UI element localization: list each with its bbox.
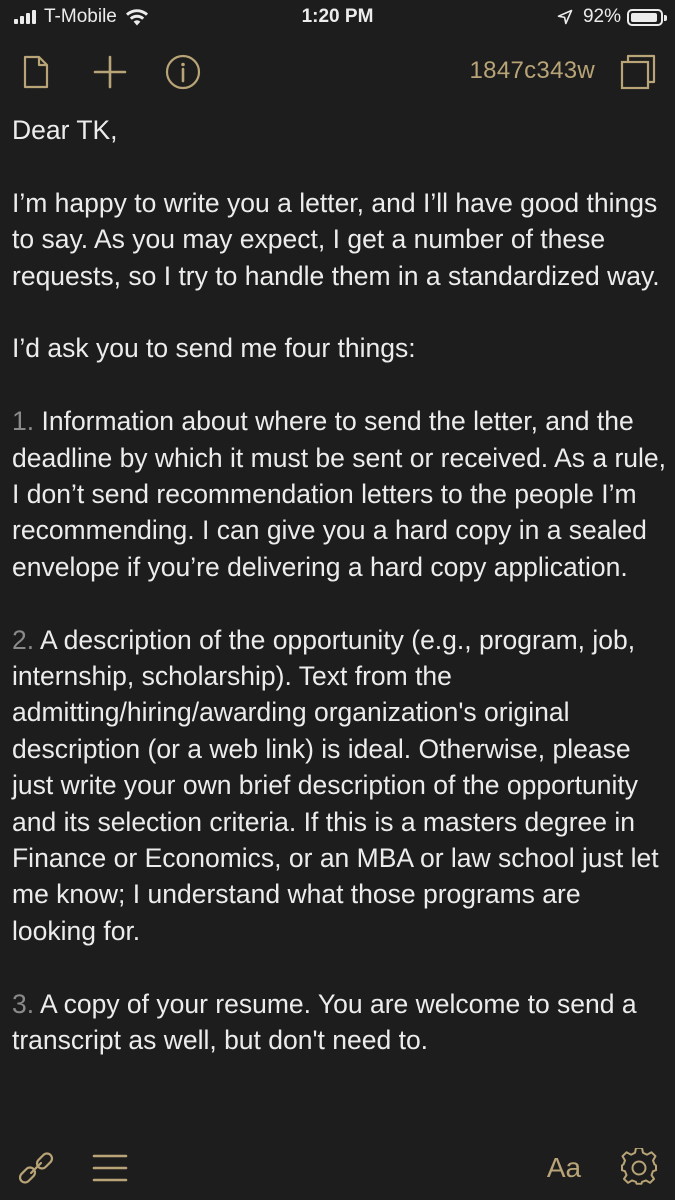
- document-button[interactable]: [16, 52, 56, 92]
- link-button[interactable]: [14, 1146, 58, 1190]
- status-bar: [0, 0, 675, 36]
- list-number: 3.: [12, 988, 35, 1019]
- list-item-text: A description of the opportunity (e.g., program, job, internship, scholarship). Text from the admitting/hiring/awarding organization's original description (or a web link) is ideal. Otherwise, please just write your own brief description of the opportunity and its selection criteria. If this is a masters degree in Finance or Economics, or an MBA or law school just let me know; I understand what those programs are looking for.: [12, 624, 659, 946]
- info-icon: [165, 54, 201, 90]
- battery-percent: 92%: [582, 6, 621, 27]
- top-toolbar: [0, 44, 675, 100]
- list-item-text: A copy of your resume. You are welcome to send a transcript as well, but don't need to.: [12, 988, 637, 1056]
- document-editor[interactable]: [12, 112, 667, 1058]
- paragraph: I’d ask you to send me four things:: [12, 333, 416, 364]
- font-icon: Aa: [546, 1152, 582, 1183]
- battery-fill: [631, 13, 657, 22]
- document-icon: [22, 55, 50, 89]
- list-item-text: Information about where to send the letter, and the deadline by which it must be sent or received. As a rule, I don’t send recommendation letters to the people I’m recommending. I can give you a hard copy in a sealed envelope if you’re delivering a hard copy application.: [12, 406, 667, 582]
- duplicate-icon: [620, 54, 656, 90]
- settings-icon: [619, 1148, 659, 1188]
- link-icon: [16, 1148, 56, 1188]
- document-id[interactable]: 1847c343w: [469, 57, 595, 84]
- list-item: [12, 622, 667, 950]
- list-number: 2.: [12, 624, 35, 655]
- carrier-label: T-Mobile: [44, 6, 117, 27]
- list-number: 1.: [12, 406, 35, 437]
- battery-icon: [627, 9, 663, 26]
- duplicate-button[interactable]: [618, 52, 658, 92]
- clock: 1:20 PM: [301, 6, 374, 27]
- font-button[interactable]: [542, 1146, 586, 1190]
- menu-icon: [92, 1153, 128, 1183]
- list-item: [12, 403, 667, 585]
- bottom-toolbar: [0, 1134, 675, 1200]
- paragraph: I’m happy to write you a letter, and I’ll have good things to say. As you may expect, I get a number of these requests, so I try to handle them in a standardized way.: [12, 187, 660, 291]
- settings-button[interactable]: [617, 1146, 661, 1190]
- list-item: [12, 986, 667, 1059]
- info-button[interactable]: [163, 52, 203, 92]
- plus-icon: [93, 55, 127, 89]
- menu-button[interactable]: [88, 1146, 132, 1190]
- location-arrow-icon: [557, 9, 573, 25]
- greeting: Dear TK,: [12, 115, 118, 145]
- new-document-button[interactable]: [90, 52, 130, 92]
- status-right: [557, 5, 663, 29]
